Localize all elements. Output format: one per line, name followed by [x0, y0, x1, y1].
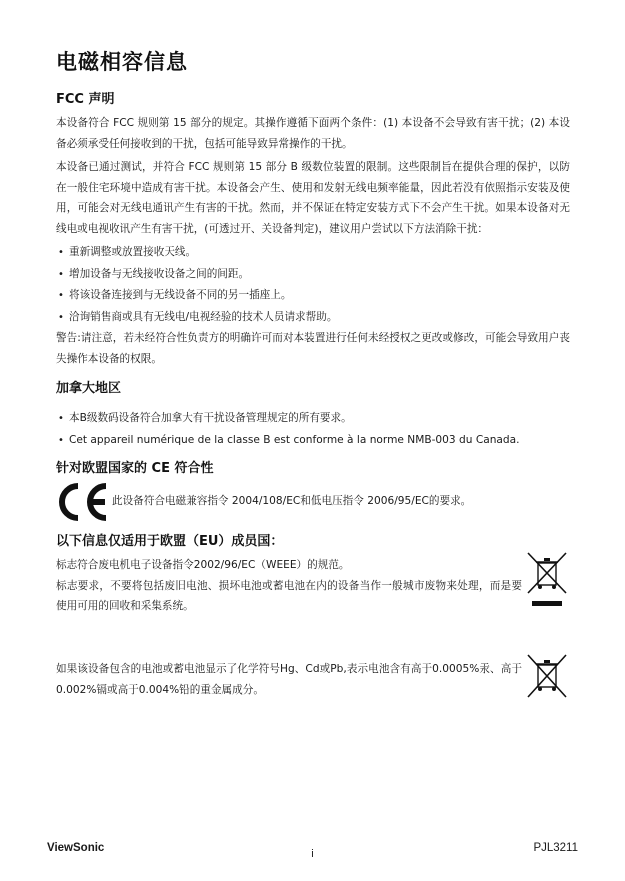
crossed-out-wheelie-bin-icon	[524, 549, 570, 611]
list-item: • 洽询销售商或具有无线电/电视经验的技术人员请求帮助。	[56, 307, 570, 329]
list-item: • 将该设备连接到与无线设备不同的另一插座上。	[56, 285, 570, 307]
list-item: • 增加设备与无线接收设备之间的间距。	[56, 264, 570, 286]
list-item: • 重新调整或放置接收天线。	[56, 242, 570, 264]
fcc-paragraph-2: 本设备已通过测试，并符合 FCC 规则第 15 部分 B 级数位装置的限制。这些限制旨在提供合理的保护，以防在一般住宅环境中造成有害干扰。本设备会产生、使用和发射无线电频率能量，因此若没有依照指示安装及使用，可能会对无线电通讯产生有害的干扰。然而，并不保证在特定安装方式下不会产生干扰。如果本设备对无线电或电视收讯产生有害干扰，(可透过开、关设备判定)，建议用户尝试以下方法消除干扰：	[56, 161, 570, 235]
eu-heading: 以下信息仅适用于欧盟（EU）成员国：	[56, 534, 284, 549]
battery-paragraph: 如果该设备包含的电池或蓄电池显示了化学符号Hg、Cd或Pb,表示电池含有高于0.0005%汞、高于0.002%镉或高于0.004%铅的重金属成分。	[56, 663, 522, 696]
document-page	[56, 46, 570, 719]
fcc-heading: FCC 声明	[56, 92, 115, 107]
weee-paragraph-1: 标志符合废电机电子设备指令2002/96/EC（WEEE）的规范。	[56, 559, 350, 571]
canada-heading: 加拿大地区	[56, 381, 122, 396]
crossed-out-wheelie-bin-icon	[524, 651, 570, 703]
fcc-measures-list	[56, 242, 570, 328]
list-item: • Cet appareil numérique de la classe B est conforme à la norme NMB-003 du Canada.	[56, 430, 570, 452]
ce-compliance-text: 此设备符合电磁兼容指令 2004/108/EC和低电压指令 2006/95/EC的要求。	[112, 495, 472, 507]
canada-list	[56, 408, 570, 451]
weee-block	[56, 555, 570, 659]
ce-compliance-row	[56, 482, 570, 522]
page-number: i	[311, 848, 314, 860]
footer-brand: ViewSonic	[47, 842, 105, 854]
weee-paragraph-2: 标志要求，不要将包括废旧电池、损坏电池或蓄电池在内的设备当作一般城市废物来处理，而是要使用可用的回收和采集系统。	[56, 579, 522, 612]
ce-heading: 针对欧盟国家的 CE 符合性	[56, 461, 214, 476]
battery-block	[56, 659, 570, 719]
list-item: • 本B级数码设备符合加拿大有干扰设备管理规定的所有要求。	[56, 408, 570, 430]
page-footer	[47, 842, 578, 862]
fcc-paragraph-1: 本设备符合 FCC 规则第 15 部分的规定。其操作遵循下面两个条件：(1) 本设备不会导致有害干扰；(2) 本设备必须承受任何接收到的干扰，包括可能导致异常操作的干扰。	[56, 117, 570, 150]
footer-model: PJL3211	[533, 842, 578, 854]
page-title: 电磁相容信息	[56, 50, 188, 74]
ce-mark-icon	[56, 482, 112, 522]
fcc-warning: 警告:请注意，若未经符合性负责方的明确许可而对本装置进行任何未经授权之更改或修改，可能会导致用户丧失操作本设备的权限。	[56, 332, 570, 365]
